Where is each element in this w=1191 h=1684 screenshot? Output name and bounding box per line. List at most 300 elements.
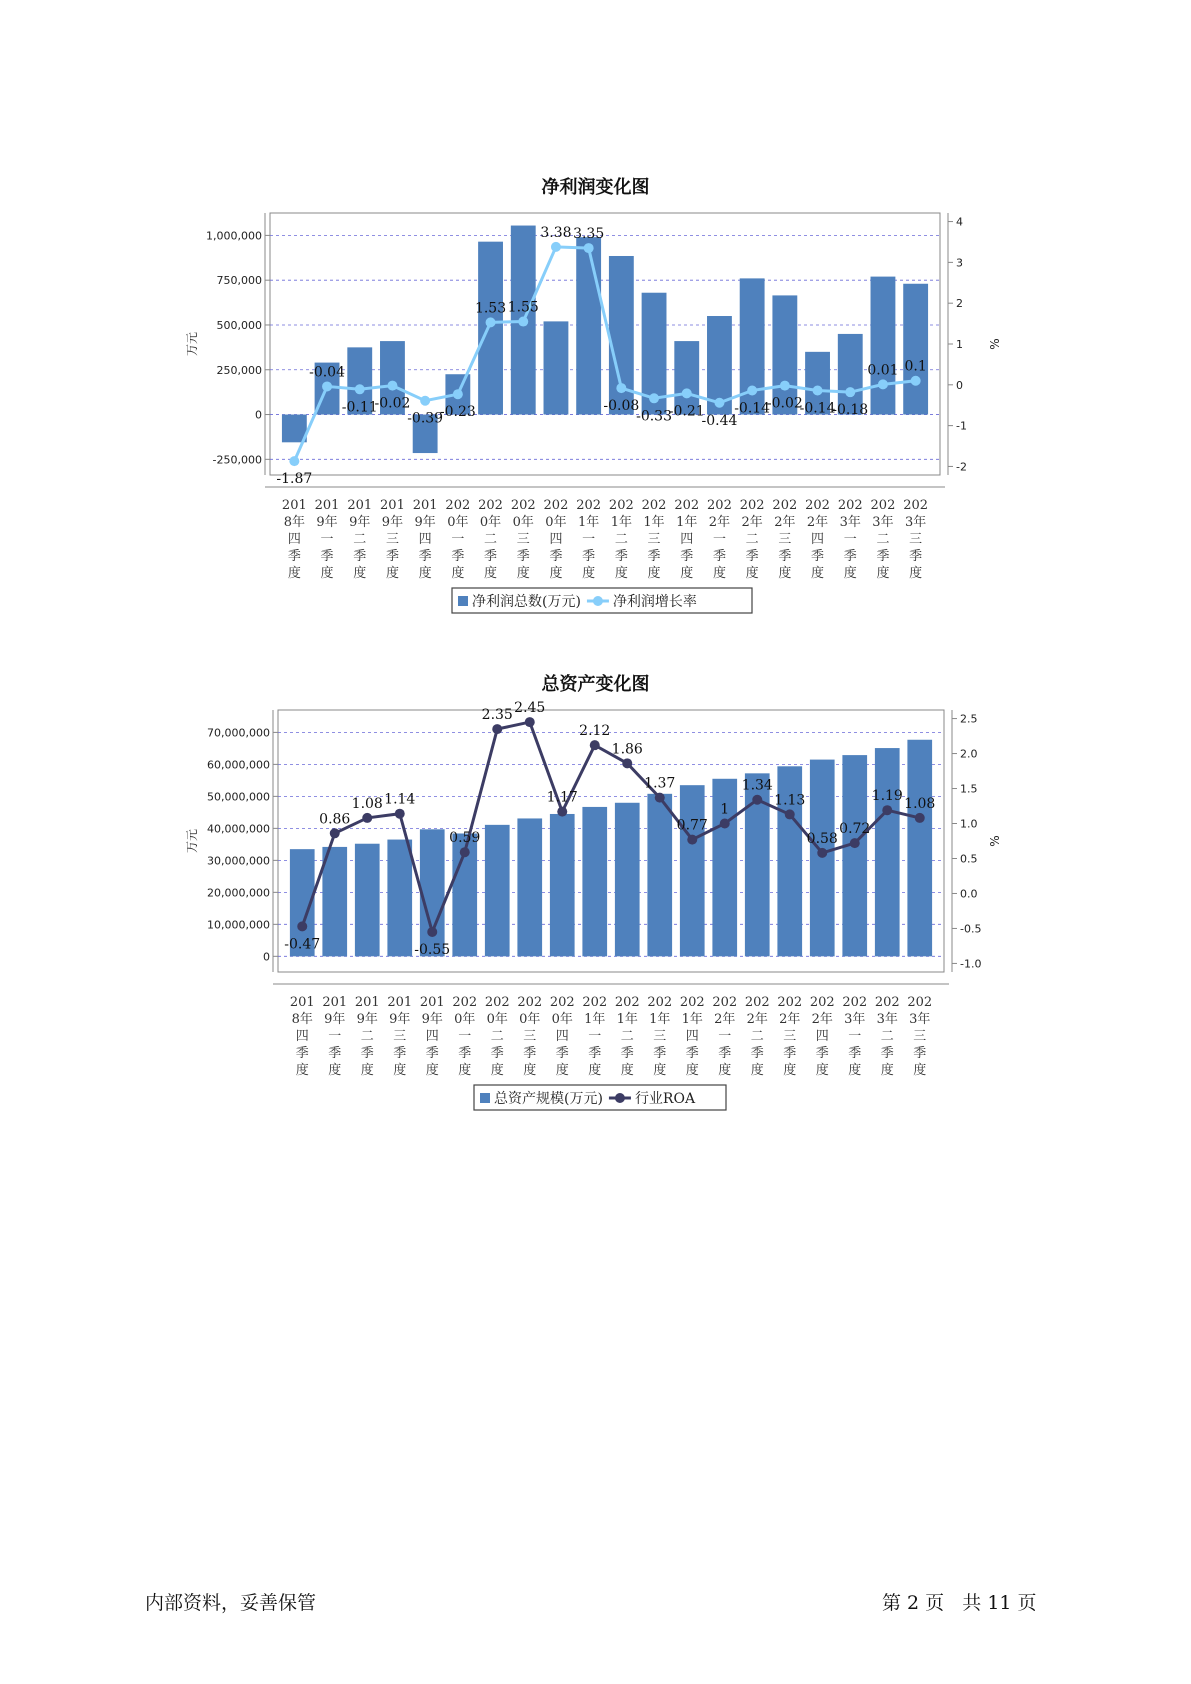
x-tick-label xyxy=(387,995,412,1078)
line-point xyxy=(817,848,827,858)
x-tick-label-line: 季 xyxy=(647,549,661,564)
x-tick-label-line: 3年 xyxy=(905,515,927,530)
data-label: 3.35 xyxy=(573,226,605,243)
x-tick-label-line: 9年 xyxy=(389,1012,411,1027)
x-tick-label xyxy=(810,995,835,1078)
x-tick-label-line: 二 xyxy=(614,532,628,547)
x-tick-label-line: 季 xyxy=(418,549,432,564)
line-point xyxy=(915,813,925,823)
x-tick-label-line: 2年 xyxy=(806,515,829,530)
line-point xyxy=(387,381,397,391)
legend-line-label: 净利润增长率 xyxy=(612,594,697,610)
legend-bar-label: 总资产规模(万元) xyxy=(494,1091,603,1107)
data-label: -0.02 xyxy=(374,395,411,412)
x-tick-label xyxy=(609,498,634,581)
x-tick-label-line: 三 xyxy=(523,1029,537,1044)
x-tick-label xyxy=(903,498,928,581)
x-tick-label-line: 季 xyxy=(425,1046,439,1061)
x-tick-label-line: 三 xyxy=(783,1029,797,1044)
legend-line-marker xyxy=(615,1093,625,1103)
x-tick-label xyxy=(413,498,438,581)
x-tick-label-line: 201 xyxy=(281,498,307,513)
x-tick-label-line: 0年 xyxy=(479,515,502,530)
line-point xyxy=(878,379,888,389)
line-point xyxy=(682,388,692,398)
x-tick-label-line: 202 xyxy=(777,995,803,1010)
x-tick-label xyxy=(871,498,896,581)
x-tick-label-line: 202 xyxy=(837,498,863,513)
x-tick-label-line: 9年 xyxy=(324,1012,346,1027)
x-tick-label-line: 季 xyxy=(620,1046,634,1061)
right-tick-label: -1.0 xyxy=(960,957,982,971)
line-point xyxy=(322,381,332,391)
x-tick-label xyxy=(745,995,770,1078)
x-tick-label xyxy=(838,498,863,581)
x-tick-label-line: 季 xyxy=(848,1046,862,1061)
x-tick-label-line: 8年 xyxy=(283,515,305,530)
x-tick-label xyxy=(842,995,867,1078)
x-tick-label-line: 二 xyxy=(484,532,498,547)
right-tick-label: -0.5 xyxy=(960,922,982,936)
line-point xyxy=(590,740,600,750)
x-tick-label-line: 度 xyxy=(320,566,334,581)
x-tick-label xyxy=(674,498,699,581)
data-label: -0.23 xyxy=(439,404,476,421)
left-tick-label: 1,000,000 xyxy=(206,229,262,243)
x-tick-label-line: 季 xyxy=(685,1046,699,1061)
x-tick-label-line: 一 xyxy=(848,1029,862,1044)
x-tick-label xyxy=(452,995,477,1078)
x-tick-label-line: 四 xyxy=(811,532,825,547)
x-tick-label xyxy=(445,498,470,581)
x-tick-label-line: 2年 xyxy=(746,1012,768,1027)
legend-bar-swatch xyxy=(458,596,468,606)
right-axis-title: % xyxy=(988,338,1002,350)
x-tick-label-line: 二 xyxy=(880,1029,894,1044)
x-tick-label-line: 202 xyxy=(739,498,765,513)
x-tick-label-line: 202 xyxy=(674,498,700,513)
x-tick-label xyxy=(576,498,601,581)
x-tick-label-line: 9年 xyxy=(356,1012,378,1027)
right-tick-label: 2.5 xyxy=(960,712,978,726)
bar xyxy=(387,840,412,957)
left-tick-label: 0 xyxy=(263,950,270,964)
x-tick-label-line: 202 xyxy=(582,995,608,1010)
x-tick-label-line: 一 xyxy=(458,1029,472,1044)
data-label: 0.59 xyxy=(449,830,481,847)
right-tick-label: 1.0 xyxy=(960,817,978,831)
line-point xyxy=(427,927,437,937)
x-tick-label-line: 202 xyxy=(870,498,896,513)
line-point xyxy=(845,387,855,397)
right-tick-label: 2 xyxy=(956,297,963,311)
x-tick-label-line: 201 xyxy=(289,995,315,1010)
x-tick-label-line: 度 xyxy=(295,1063,309,1078)
left-tick-label: 30,000,000 xyxy=(207,854,270,868)
x-tick-label-line: 3年 xyxy=(909,1012,931,1027)
x-tick-label-line: 201 xyxy=(380,498,405,513)
x-tick-label-line: 季 xyxy=(451,549,465,564)
right-axis-title: % xyxy=(988,835,1002,847)
bar xyxy=(647,794,672,957)
x-tick-label-line: 202 xyxy=(576,498,602,513)
line-point xyxy=(655,793,665,803)
x-tick-label-line: 度 xyxy=(523,1063,537,1078)
x-tick-label-line: 度 xyxy=(843,566,857,581)
x-tick-label xyxy=(772,498,797,581)
x-tick-label-line: 度 xyxy=(385,566,399,581)
x-tick-label-line: 一 xyxy=(588,1029,602,1044)
line-point xyxy=(687,835,697,845)
x-tick-label xyxy=(582,995,607,1078)
x-tick-label-line: 季 xyxy=(588,1046,602,1061)
x-tick-label-line: 一 xyxy=(451,532,465,547)
bar xyxy=(355,844,380,957)
x-tick-label-line: 四 xyxy=(680,532,694,547)
left-axis-title: 万元 xyxy=(185,331,199,357)
x-tick-label xyxy=(517,995,542,1078)
x-tick-label xyxy=(647,995,672,1078)
x-tick-label-line: 三 xyxy=(653,1029,667,1044)
data-label: 1.86 xyxy=(611,741,643,758)
right-tick-label: 1.5 xyxy=(960,782,978,796)
data-label: 2.45 xyxy=(514,700,546,717)
x-tick-label-line: 度 xyxy=(287,566,301,581)
x-tick-label-line: 三 xyxy=(385,532,399,547)
data-label: 0.58 xyxy=(806,830,838,847)
x-tick-label xyxy=(347,498,372,581)
x-tick-label-line: 一 xyxy=(843,532,857,547)
left-tick-label: -250,000 xyxy=(212,453,262,467)
line-point xyxy=(420,396,430,406)
data-label: -0.14 xyxy=(799,400,836,417)
x-tick-label-line: 202 xyxy=(484,995,510,1010)
data-label: 0.1 xyxy=(904,358,927,375)
bar xyxy=(871,277,896,415)
right-tick-label: -1 xyxy=(956,419,967,433)
x-tick-label xyxy=(777,995,802,1078)
x-tick-label xyxy=(380,498,405,581)
x-tick-label-line: 201 xyxy=(412,498,438,513)
x-tick-label-line: 度 xyxy=(647,566,661,581)
x-tick-label-line: 度 xyxy=(811,566,825,581)
bar xyxy=(517,818,542,956)
x-tick-label-line: 202 xyxy=(445,498,471,513)
x-tick-label xyxy=(485,995,510,1078)
x-tick-label-line: 202 xyxy=(510,498,536,513)
x-tick-label-line: 度 xyxy=(582,566,596,581)
x-tick-label-line: 8年 xyxy=(291,1012,313,1027)
x-tick-label-line: 1年 xyxy=(649,1012,671,1027)
x-tick-label-line: 度 xyxy=(685,1063,699,1078)
x-tick-label-line: 202 xyxy=(478,498,503,513)
x-tick-label-line: 度 xyxy=(549,566,563,581)
bar xyxy=(903,284,928,415)
x-tick-label-line: 季 xyxy=(484,549,498,564)
legend-bar-swatch xyxy=(480,1093,490,1103)
x-tick-label-line: 202 xyxy=(707,498,732,513)
line-point xyxy=(486,317,496,327)
line-point xyxy=(518,317,528,327)
x-tick-label-line: 202 xyxy=(517,995,543,1010)
data-label: 1.34 xyxy=(741,777,773,794)
x-tick-label-line: 季 xyxy=(712,549,726,564)
line-point xyxy=(622,758,632,768)
x-tick-label-line: 2年 xyxy=(741,515,763,530)
data-label: 0.77 xyxy=(676,817,708,834)
x-tick-label-line: 度 xyxy=(913,1063,927,1078)
x-tick-label-line: 三 xyxy=(516,532,530,547)
x-tick-label-line: 三 xyxy=(647,532,661,547)
x-tick-label-line: 三 xyxy=(778,532,792,547)
bar xyxy=(322,847,347,956)
x-tick-label-line: 季 xyxy=(811,549,825,564)
x-tick-label-line: 一 xyxy=(718,1029,732,1044)
x-tick-label-line: 度 xyxy=(490,1063,504,1078)
x-tick-label xyxy=(707,498,732,581)
x-tick-label-line: 9年 xyxy=(316,515,338,530)
x-tick-label-line: 二 xyxy=(745,532,759,547)
x-tick-label-line: 季 xyxy=(516,549,530,564)
line-point xyxy=(785,809,795,819)
x-tick-label-line: 2年 xyxy=(708,515,731,530)
x-tick-label-line: 1年 xyxy=(676,515,698,530)
x-tick-label-line: 度 xyxy=(848,1063,862,1078)
x-tick-label-line: 季 xyxy=(320,549,334,564)
data-label: -0.47 xyxy=(284,936,321,953)
x-tick-label-line: 度 xyxy=(516,566,530,581)
x-tick-label xyxy=(322,995,347,1078)
x-tick-label-line: 202 xyxy=(452,995,478,1010)
bar xyxy=(907,740,932,957)
x-tick-label-line: 四 xyxy=(549,532,563,547)
x-tick-label-line: 季 xyxy=(353,549,367,564)
data-label: -0.55 xyxy=(414,941,451,958)
x-tick-label-line: 1年 xyxy=(616,1012,638,1027)
x-tick-label-line: 度 xyxy=(425,1063,439,1078)
x-tick-label-line: 季 xyxy=(680,549,694,564)
x-tick-label xyxy=(642,498,667,581)
legend-line-label: 行业ROA xyxy=(634,1091,696,1107)
x-tick-label-line: 季 xyxy=(718,1046,732,1061)
x-tick-label-line: 三 xyxy=(393,1029,407,1044)
x-tick-label xyxy=(712,995,737,1078)
x-tick-label xyxy=(478,498,503,581)
x-tick-label-line: 2年 xyxy=(779,1012,801,1027)
x-tick-label-line: 二 xyxy=(750,1029,764,1044)
x-tick-label-line: 二 xyxy=(360,1029,374,1044)
x-tick-label-line: 季 xyxy=(614,549,628,564)
x-tick-label-line: 季 xyxy=(490,1046,504,1061)
x-tick-label-line: 二 xyxy=(490,1029,504,1044)
net-profit-chart xyxy=(0,205,1191,620)
data-label: -0.02 xyxy=(766,395,803,412)
data-label: 0.72 xyxy=(839,821,871,838)
x-tick-label-line: 9年 xyxy=(421,1012,443,1027)
left-tick-label: 10,000,000 xyxy=(207,918,270,932)
x-tick-label-line: 202 xyxy=(907,995,933,1010)
x-tick-label-line: 季 xyxy=(549,549,563,564)
line-point xyxy=(460,847,470,857)
left-tick-label: 20,000,000 xyxy=(207,886,270,900)
x-tick-label-line: 3年 xyxy=(844,1012,866,1027)
x-tick-label-line: 度 xyxy=(712,566,726,581)
x-tick-label-line: 2年 xyxy=(811,1012,833,1027)
x-tick-label-line: 季 xyxy=(880,1046,894,1061)
x-tick-label-line: 202 xyxy=(549,995,575,1010)
left-tick-label: 750,000 xyxy=(216,274,262,288)
x-tick-label-line: 度 xyxy=(418,566,432,581)
x-tick-label xyxy=(544,498,569,581)
x-tick-label-line: 0年 xyxy=(447,515,469,530)
x-tick-label-line: 度 xyxy=(328,1063,342,1078)
line-point xyxy=(492,724,502,734)
bar xyxy=(576,237,601,414)
right-tick-label: 0 xyxy=(956,378,963,392)
x-tick-label-line: 度 xyxy=(718,1063,732,1078)
x-tick-label-line: 四 xyxy=(555,1029,569,1044)
data-label: -0.39 xyxy=(407,410,444,427)
x-tick-label-line: 四 xyxy=(295,1029,309,1044)
line-point xyxy=(850,838,860,848)
bar xyxy=(875,748,900,956)
x-tick-label-line: 1年 xyxy=(681,1012,703,1027)
bar xyxy=(420,829,445,956)
left-tick-label: 50,000,000 xyxy=(207,790,270,804)
data-label: 1.14 xyxy=(384,791,416,808)
bar xyxy=(550,814,575,956)
x-tick-label-line: 度 xyxy=(909,566,923,581)
data-label: -0.21 xyxy=(668,403,705,420)
x-tick-label-line: 季 xyxy=(913,1046,927,1061)
line-point xyxy=(714,398,724,408)
legend xyxy=(474,1085,726,1110)
line-point xyxy=(362,813,372,823)
x-tick-label-line: 度 xyxy=(620,1063,634,1078)
data-label: 0.01 xyxy=(867,362,899,379)
data-label: -0.18 xyxy=(832,402,869,419)
x-tick-label xyxy=(290,995,315,1078)
data-label: -0.44 xyxy=(701,412,738,429)
x-tick-label-line: 季 xyxy=(745,549,759,564)
x-tick-label-line: 季 xyxy=(555,1046,569,1061)
x-tick-label-line: 季 xyxy=(750,1046,764,1061)
data-label: -0.08 xyxy=(603,398,640,415)
x-tick-label-line: 3年 xyxy=(839,515,861,530)
x-tick-label-line: 季 xyxy=(815,1046,829,1061)
x-tick-label-line: 201 xyxy=(387,995,413,1010)
bar xyxy=(615,803,640,957)
line-point xyxy=(551,242,561,252)
x-tick-label-line: 202 xyxy=(712,995,738,1010)
line-point xyxy=(747,386,757,396)
right-tick-label: -2 xyxy=(956,460,967,474)
x-tick-label xyxy=(315,498,340,581)
x-tick-label-line: 2年 xyxy=(714,1012,736,1027)
chart-1-title: 净利润变化图 xyxy=(541,177,650,198)
x-tick-label-line: 季 xyxy=(458,1046,472,1061)
x-tick-label-line: 9年 xyxy=(349,515,371,530)
total-assets-chart xyxy=(0,702,1191,1117)
left-tick-label: 0 xyxy=(255,408,262,422)
x-tick-label-line: 度 xyxy=(680,566,694,581)
data-label: 1.13 xyxy=(774,792,806,809)
x-tick-label xyxy=(875,995,900,1078)
x-tick-label-line: 度 xyxy=(783,1063,797,1078)
x-tick-label-line: 一 xyxy=(582,532,596,547)
x-tick-label-line: 季 xyxy=(385,549,399,564)
data-label: 1.19 xyxy=(871,788,903,805)
x-tick-label-line: 0年 xyxy=(519,1012,541,1027)
data-label: 2.12 xyxy=(579,723,611,740)
x-tick-label-line: 度 xyxy=(484,566,498,581)
x-tick-label xyxy=(680,995,705,1078)
x-tick-label-line: 2年 xyxy=(774,515,796,530)
x-tick-label-line: 季 xyxy=(876,549,890,564)
legend xyxy=(452,588,752,613)
x-tick-label-line: 度 xyxy=(353,566,367,581)
bar xyxy=(582,807,607,956)
x-tick-label-line: 201 xyxy=(322,995,348,1010)
x-tick-label-line: 度 xyxy=(880,1063,894,1078)
left-tick-label: 70,000,000 xyxy=(207,726,270,740)
x-tick-label-line: 201 xyxy=(314,498,340,513)
right-tick-label: 1 xyxy=(956,338,963,351)
right-tick-label: 4 xyxy=(956,215,963,229)
x-tick-label-line: 0年 xyxy=(486,1012,508,1027)
x-tick-label-line: 一 xyxy=(328,1029,342,1044)
x-tick-label-line: 度 xyxy=(588,1063,602,1078)
data-label: 1 xyxy=(720,801,730,818)
x-tick-label-line: 202 xyxy=(805,498,830,513)
legend-line-marker xyxy=(593,596,603,606)
x-tick-label-line: 202 xyxy=(842,995,868,1010)
line-point xyxy=(453,389,463,399)
x-tick-label-line: 202 xyxy=(903,498,929,513)
right-tick-label: 0.0 xyxy=(960,887,978,901)
x-tick-label-line: 季 xyxy=(328,1046,342,1061)
left-tick-label: 40,000,000 xyxy=(207,822,270,836)
data-label: 2.35 xyxy=(481,707,513,724)
x-tick-label-line: 度 xyxy=(451,566,465,581)
left-tick-label: 250,000 xyxy=(216,363,262,377)
x-tick-label-line: 季 xyxy=(909,549,923,564)
x-tick-label-line: 度 xyxy=(778,566,792,581)
x-tick-label-line: 度 xyxy=(458,1063,472,1078)
line-point xyxy=(911,376,921,386)
data-label: -0.11 xyxy=(341,399,378,416)
left-tick-label: 500,000 xyxy=(216,318,262,332)
x-tick-label-line: 202 xyxy=(608,498,634,513)
x-tick-label-line: 1年 xyxy=(578,515,600,530)
x-tick-label xyxy=(355,995,380,1078)
x-tick-label-line: 202 xyxy=(647,995,673,1010)
x-tick-label-line: 季 xyxy=(653,1046,667,1061)
x-tick-label-line: 季 xyxy=(393,1046,407,1061)
x-tick-label-line: 度 xyxy=(360,1063,374,1078)
footer-page-number: 第 2 页 共 11 页 xyxy=(882,1592,1037,1614)
x-tick-label-line: 季 xyxy=(523,1046,537,1061)
data-label: 1.55 xyxy=(507,299,539,316)
x-tick-label-line: 三 xyxy=(913,1029,927,1044)
x-tick-label-line: 0年 xyxy=(545,515,567,530)
data-label: 1.37 xyxy=(644,775,676,792)
footer-confidential-note: 内部资料，妥善保管 xyxy=(145,1592,317,1614)
line-point xyxy=(395,809,405,819)
line-point xyxy=(355,384,365,394)
line-point xyxy=(720,819,730,829)
data-label: 1.08 xyxy=(904,795,936,812)
